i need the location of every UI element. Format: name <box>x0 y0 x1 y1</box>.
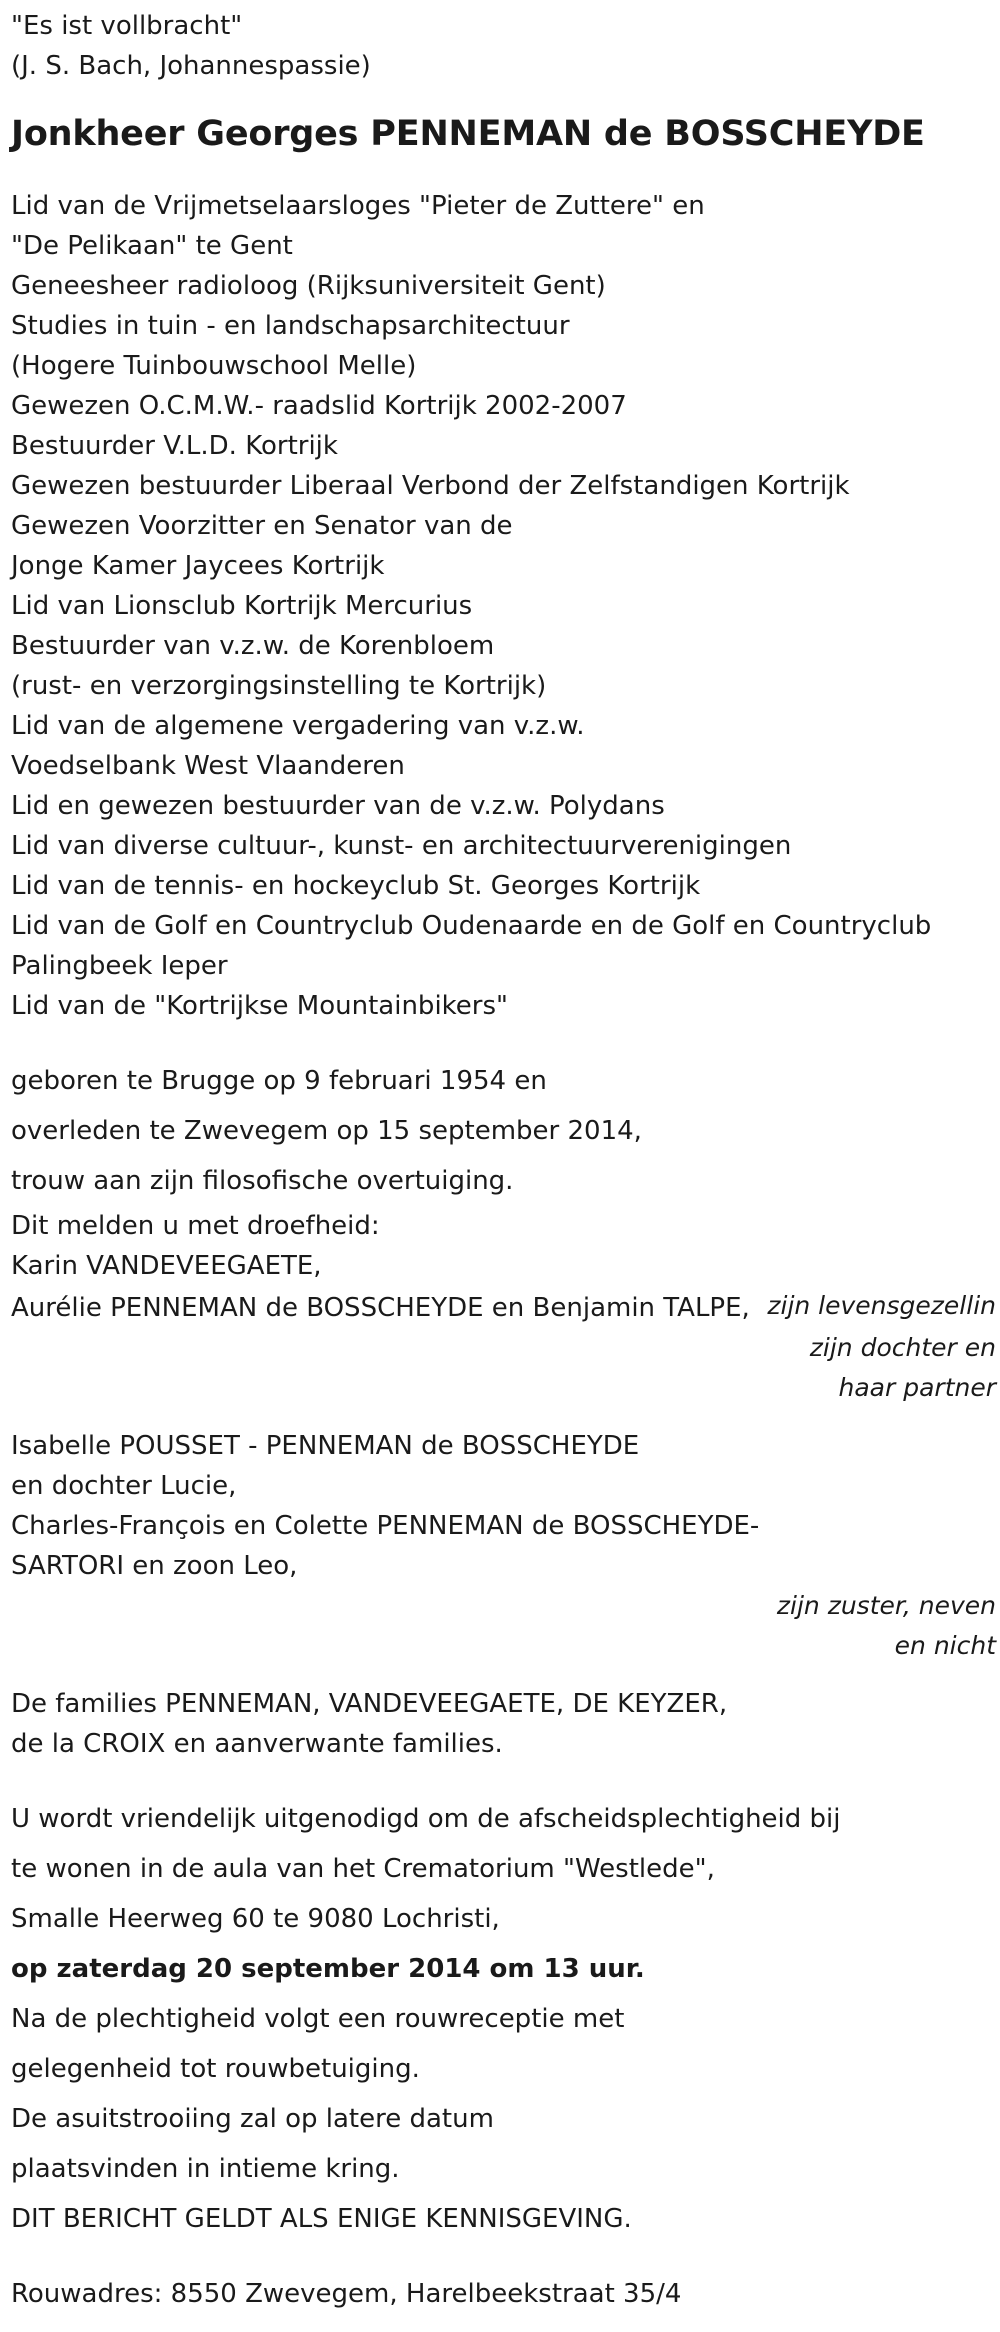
biography-line: Palingbeek Ieper <box>11 951 228 981</box>
biography-line: Lid van de algemene vergadering van v.z.w. <box>11 711 585 741</box>
family-names: Charles-François en Colette PENNEMAN de BOSSCHEYDE- <box>11 1511 760 1541</box>
life-dates <box>11 1056 996 1206</box>
ceremony-line: Na de plechtigheid volgt een rouwreceptie met <box>11 2004 625 2034</box>
birth-line: geboren te Brugge op 9 februari 1954 en <box>11 1066 547 1096</box>
biography-line: Geneesheer radioloog (Rijksuniversiteit Gent) <box>11 271 606 301</box>
biography-line: Lid van Lionsclub Kortrijk Mercurius <box>11 591 473 621</box>
ceremony-line: De asuitstrooiing zal op latere datum <box>11 2104 494 2134</box>
biography-line: Lid van de Vrijmetselaarsloges "Pieter de Zuttere" en <box>11 191 705 221</box>
family-group <box>11 1426 996 1666</box>
biography-line: Lid van de "Kortrijkse Mountainbikers" <box>11 991 508 1021</box>
announcement <box>11 1206 996 1764</box>
biography-line: Gewezen Voorzitter en Senator van de <box>11 511 513 541</box>
biography-line: (Hogere Tuinbouwschool Melle) <box>11 351 417 381</box>
family-relation: zijn zuster, neven <box>776 1591 996 1620</box>
biography-line: Voedselbank West Vlaanderen <box>11 751 405 781</box>
biography-line: Lid en gewezen bestuurder van de v.z.w. Polydans <box>11 791 665 821</box>
biography-line: Jonge Kamer Jaycees Kortrijk <box>11 551 385 581</box>
ceremony-line: gelegenheid tot rouwbetuiging. <box>11 2054 420 2084</box>
biography-line: Bestuurder van v.z.w. de Korenbloem <box>11 631 495 661</box>
ceremony-line: te wonen in de aula van het Crematorium "Westlede", <box>11 1854 715 1884</box>
mourning-address: Rouwadres: 8550 Zwevegem, Harelbeekstraat 35/4 <box>11 2279 682 2309</box>
ceremony-line: plaatsvinden in intieme kring. <box>11 2154 400 2184</box>
epigraph-source: (J. S. Bach, Johannespassie) <box>11 51 371 81</box>
family-names: SARTORI en zoon Leo, <box>11 1551 298 1581</box>
families-line: de la CROIX en aanverwante families. <box>11 1729 503 1759</box>
biography-line: "De Pelikaan" te Gent <box>11 231 293 261</box>
deceased-name: Jonkheer Georges PENNEMAN de BOSSCHEYDE <box>11 114 925 154</box>
family-relation: zijn dochter en <box>809 1333 996 1362</box>
death-notice <box>11 0 996 2314</box>
family-names: en dochter Lucie, <box>11 1471 237 1501</box>
family-names: Isabelle POUSSET - PENNEMAN de BOSSCHEYDE <box>11 1431 640 1461</box>
death-line: overleden te Zwevegem op 15 september 2014, <box>11 1116 642 1146</box>
family-names: Aurélie PENNEMAN de BOSSCHEYDE en Benjamin TALPE, <box>11 1293 750 1323</box>
epigraph-quote: "Es ist vollbracht" <box>11 11 243 41</box>
biography <box>11 186 996 1026</box>
biography-line: Gewezen bestuurder Liberaal Verbond der Zelfstandigen Kortrijk <box>11 471 850 501</box>
ceremony-line: DIT BERICHT GELDT ALS ENIGE KENNISGEVING. <box>11 2204 632 2234</box>
ceremony-date: op zaterdag 20 september 2014 om 13 uur. <box>11 1954 645 1984</box>
ceremony-line: U wordt vriendelijk uitgenodigd om de afscheidsplechtigheid bij <box>11 1804 841 1834</box>
announcement-intro: Dit melden u met droefheid: <box>11 1211 380 1241</box>
biography-line: Studies in tuin - en landschapsarchitectuur <box>11 311 570 341</box>
family-relation: zijn levensgezellin <box>767 1291 996 1320</box>
family-relation: en nicht <box>894 1631 996 1660</box>
conviction-line: trouw aan zijn filosofische overtuiging. <box>11 1166 514 1196</box>
biography-line: Lid van diverse cultuur-, kunst- en architectuurverenigingen <box>11 831 792 861</box>
ceremony <box>11 1794 996 2244</box>
biography-line: Gewezen O.C.M.W.- raadslid Kortrijk 2002-2007 <box>11 391 627 421</box>
biography-line: Lid van de Golf en Countryclub Oudenaarde en de Golf en Countryclub <box>11 911 932 941</box>
biography-line: (rust- en verzorgingsinstelling te Kortrijk) <box>11 671 547 701</box>
ceremony-line: Smalle Heerweg 60 te 9080 Lochristi, <box>11 1904 500 1934</box>
biography-line: Lid van de tennis- en hockeyclub St. Georges Kortrijk <box>11 871 701 901</box>
family-names: Karin VANDEVEEGAETE, <box>11 1251 322 1281</box>
biography-line: Bestuurder V.L.D. Kortrijk <box>11 431 338 461</box>
families-line: De families PENNEMAN, VANDEVEEGAETE, DE KEYZER, <box>11 1689 728 1719</box>
family-relation: haar partner <box>838 1373 996 1402</box>
